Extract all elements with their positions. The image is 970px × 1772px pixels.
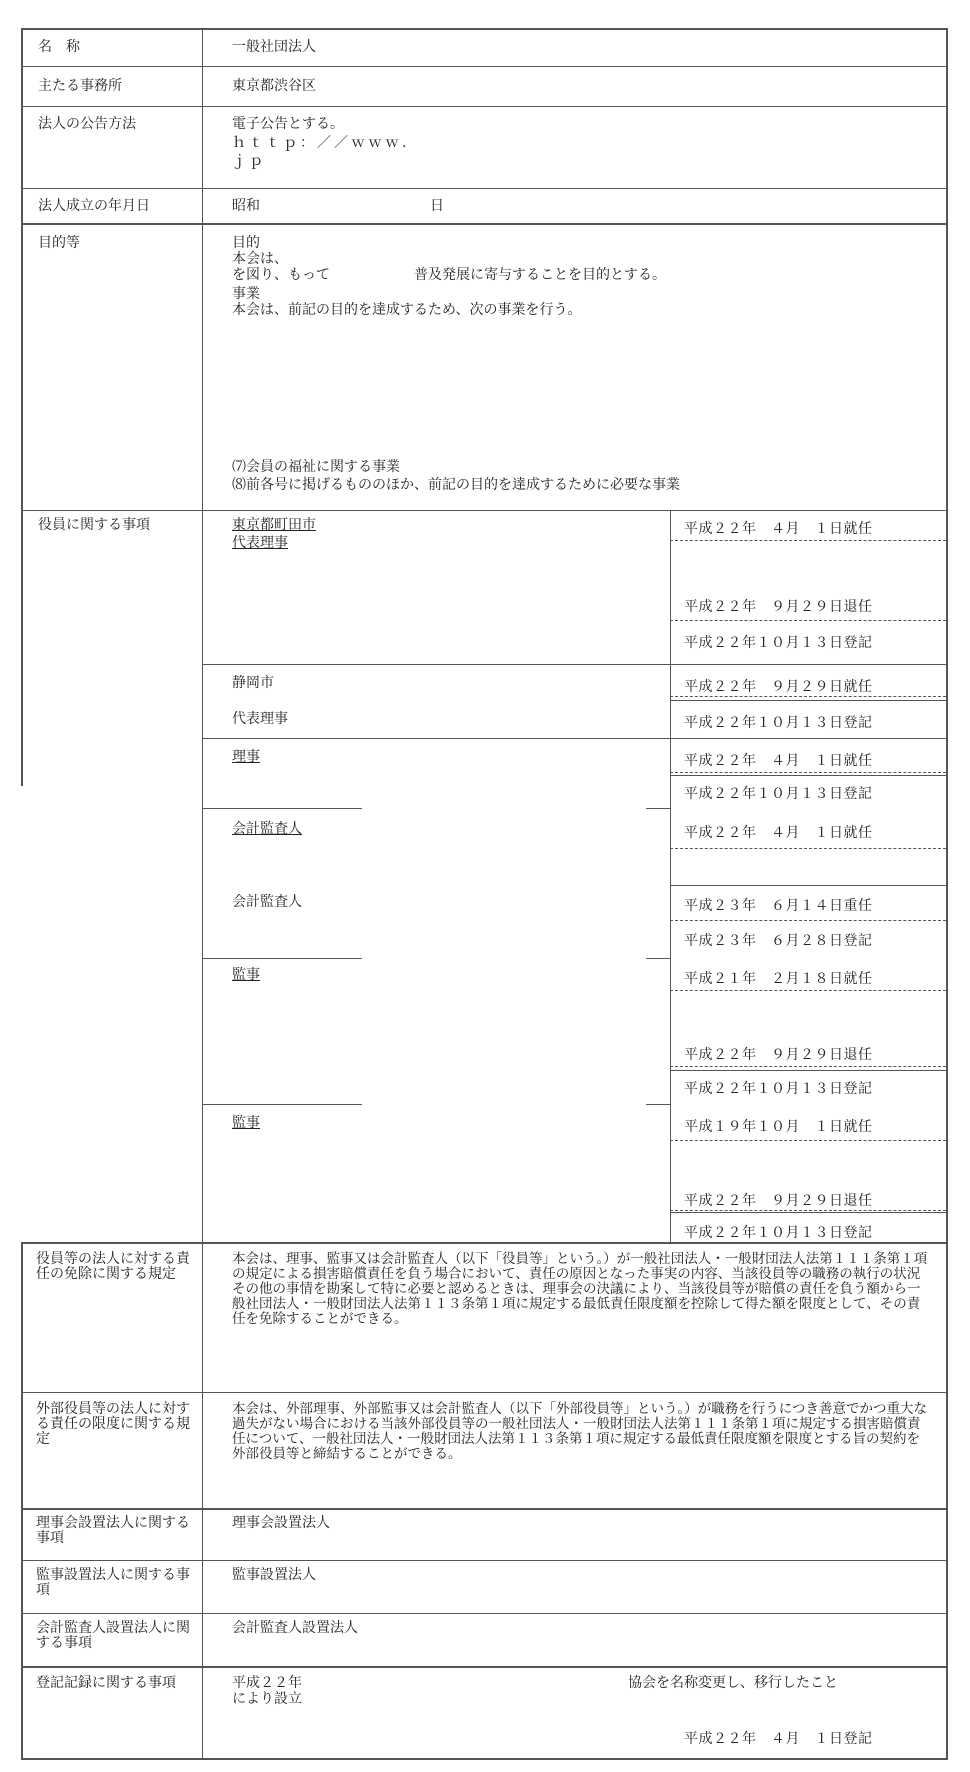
entry-line xyxy=(202,738,946,739)
dash-line xyxy=(670,620,946,621)
officers-label: 役員に関する事項 xyxy=(38,517,150,533)
officer-date: 平成２３年 ６月１４日重任 xyxy=(684,898,873,914)
officer-title: 理事 xyxy=(232,749,260,765)
officer-address: 東京都町田市 xyxy=(232,517,316,533)
purpose-item-7: ⑺会員の福祉に関する事業 xyxy=(232,459,400,475)
established-era: 昭和 xyxy=(232,198,260,214)
row-line xyxy=(21,106,948,107)
entry-line-short xyxy=(202,958,362,959)
row-line xyxy=(21,510,948,511)
officer-date: 平成２２年 ４月 １日就任 xyxy=(684,825,873,841)
officer-date: 平成２１年 ２月１８日就任 xyxy=(684,971,873,987)
entry-line xyxy=(670,700,946,701)
officer-date: 平成２２年 ９月２９日就任 xyxy=(684,679,873,695)
office-label: 主たる事務所 xyxy=(38,78,122,94)
established-label: 法人成立の年月日 xyxy=(38,198,150,214)
name-label: 名 称 xyxy=(38,39,80,55)
officer-address: 静岡市 xyxy=(232,675,274,691)
dash-line xyxy=(670,920,946,921)
notice-line3: ｊｐ xyxy=(232,153,266,169)
established-day: 日 xyxy=(430,198,444,214)
outer-border-right xyxy=(946,28,948,1760)
column-divider xyxy=(202,28,203,1760)
dash-line xyxy=(670,990,946,991)
row-line xyxy=(21,223,948,225)
purpose-line: 事業 xyxy=(232,286,260,302)
officer-title: 監事 xyxy=(232,967,260,983)
limitation-label: 外部役員等の法人に対する責任の限度に関する規定 xyxy=(36,1401,190,1447)
row-line xyxy=(21,1613,948,1614)
purpose-label: 目的等 xyxy=(38,235,80,251)
row-line xyxy=(21,1242,948,1244)
dash-line xyxy=(670,1210,946,1211)
row-line xyxy=(21,1758,948,1760)
entry-line-short xyxy=(646,1104,670,1105)
purpose-line: 本会は、前記の目的を達成するため、次の事業を行う。 xyxy=(232,302,582,318)
officer-title: 会計監査人 xyxy=(232,894,302,910)
outer-border-left-lower xyxy=(21,1242,23,1760)
entry-line-short xyxy=(646,808,670,809)
notice-label: 法人の公告方法 xyxy=(38,116,136,132)
dash-line xyxy=(670,696,946,697)
purpose-line: 本会は、 xyxy=(232,251,288,267)
officer-date: 平成２２年 ４月 １日就任 xyxy=(684,521,873,537)
entry-line xyxy=(670,1070,946,1071)
officer-date: 平成２２年１０月１３日登記 xyxy=(684,786,873,802)
dash-line xyxy=(670,772,946,773)
accounting-label: 会計監査人設置法人に関する事項 xyxy=(36,1620,190,1651)
entry-line xyxy=(670,1212,946,1213)
outer-border-left xyxy=(21,28,23,786)
officer-date: 平成２２年 ９月２９日退任 xyxy=(684,599,873,615)
entry-line xyxy=(670,775,946,776)
officer-date: 平成２３年 ６月２８日登記 xyxy=(684,933,873,949)
board-value: 理事会設置法人 xyxy=(232,1515,330,1531)
registration-line2: により設立 xyxy=(232,1691,302,1707)
entry-line xyxy=(670,885,946,886)
dash-line xyxy=(670,540,946,541)
registration-label: 登記記録に関する事項 xyxy=(36,1675,176,1691)
officer-title: 代表理事 xyxy=(232,711,288,727)
row-line xyxy=(21,1508,948,1510)
row-line xyxy=(21,1560,948,1561)
purpose-line: 目的 xyxy=(232,235,260,251)
officer-title: 代表理事 xyxy=(232,535,288,551)
dash-line xyxy=(670,848,946,849)
accounting-value: 会計監査人設置法人 xyxy=(232,1620,358,1636)
registration-change: 協会を名称変更し、移行したこと xyxy=(628,1675,838,1691)
row-line xyxy=(21,188,948,189)
officer-date: 平成１９年１０月 １日就任 xyxy=(684,1119,873,1135)
board-label: 理事会設置法人に関する事項 xyxy=(36,1515,190,1546)
officer-date: 平成２２年１０月１３日登記 xyxy=(684,1081,873,1097)
officer-date: 平成２２年 ９月２９日退任 xyxy=(684,1047,873,1063)
row-line xyxy=(21,28,948,30)
registration-date: 平成２２年 ４月 １日登記 xyxy=(684,1731,873,1747)
officer-title: 監事 xyxy=(232,1115,260,1131)
officer-date: 平成２２年１０月１３日登記 xyxy=(684,635,873,651)
dash-line xyxy=(670,1066,946,1067)
limitation-text: 本会は、外部理事、外部監事又は会計監査人（以下「外部役員等」という。）が職務を行うにつき善意でかつ重大な過失がない場合における当該外部役員等の一般社団法人・一般財団法人法第１１１条第１項に規定する損害賠償責任について、一般社団法人・一般財団法人法第１１３条第１項に規定する最低責任限度額を限度とする旨の契約を外部役員等と締結することができる。 xyxy=(232,1401,927,1462)
notice-line1: 電子公告とする。 xyxy=(232,116,344,132)
officer-date: 平成２２年 ４月 １日就任 xyxy=(684,753,873,769)
entry-line-short xyxy=(202,808,362,809)
registration-line1: 平成２２年 xyxy=(232,1675,302,1691)
row-line xyxy=(21,1392,948,1393)
exemption-label: 役員等の法人に対する責任の免除に関する規定 xyxy=(36,1251,190,1282)
row-line xyxy=(21,1666,948,1668)
entry-line-short xyxy=(646,958,670,959)
dash-line xyxy=(670,1140,946,1141)
office-value: 東京都渋谷区 xyxy=(232,78,316,94)
officer-title: 会計監査人 xyxy=(232,821,302,837)
auditor-value: 監事設置法人 xyxy=(232,1567,316,1583)
officer-date: 平成２２年 ９月２９日退任 xyxy=(684,1193,873,1209)
entry-line xyxy=(202,664,946,665)
officer-date: 平成２２年１０月１３日登記 xyxy=(684,1225,873,1241)
notice-line2: ｈｔｔｐ：／／ｗｗｗ. xyxy=(232,135,410,151)
exemption-text: 本会は、理事、監事又は会計監査人（以下「役員等」という。）が一般社団法人・一般財団法人法第１１１条第１項の規定による損害賠償責任を負う場合において、責任の原因となった事実の内容、当該役員等の職務の執行の状況その他の事情を勘案して特に必要と認めるときは、理事会の決議により、当該役員等が賠償の責任を負う額から一般社団法人・一般財団法人法第１１３条第１項に規定する最低責任限度額を控除して得た額を限度として、その責任を免除することができる。 xyxy=(232,1251,928,1327)
name-value: 一般社団法人 xyxy=(232,39,316,55)
auditor-label: 監事設置法人に関する事項 xyxy=(36,1567,190,1598)
purpose-item-8: ⑻前各号に掲げるもののほか、前記の目的を達成するために必要な事業 xyxy=(232,477,680,493)
entry-line-short xyxy=(202,1104,362,1105)
purpose-line: を図り、もって 普及発展に寄与することを目的とする。 xyxy=(232,267,666,283)
officer-date: 平成２２年１０月１３日登記 xyxy=(684,715,873,731)
row-line xyxy=(21,66,948,67)
